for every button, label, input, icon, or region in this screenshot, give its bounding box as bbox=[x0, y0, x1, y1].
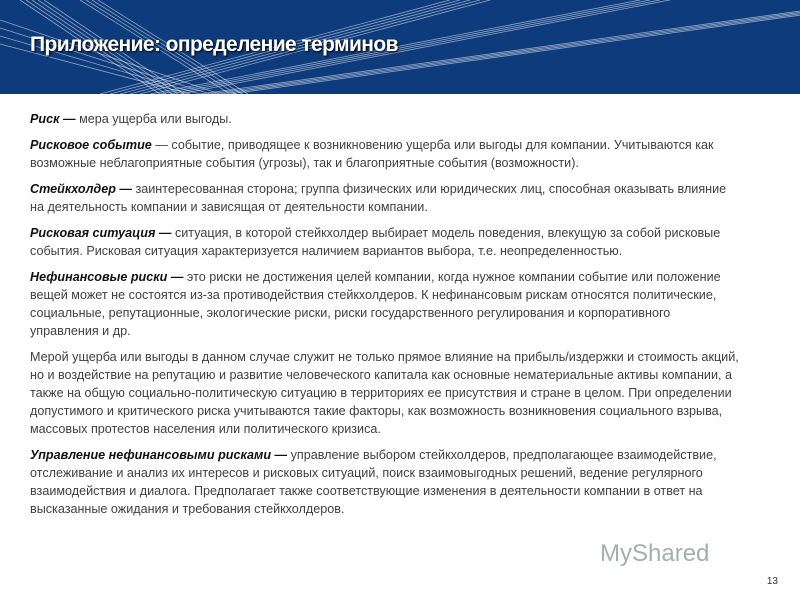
definition-text: — событие, приводящее к возникновению ущерба или выгоды для компании. Учитываются как возможные неблагоприятные события (угрозы), так и благоприятные события (возможности). bbox=[30, 138, 714, 170]
slide-header bbox=[0, 0, 800, 94]
paragraph-text: Мерой ущерба или выгоды в данном случае служит не только прямое влияние на прибыль/издержки и стоимость акций, но и воздействие на репутацию и развитие человеческого капитала как основные нематериальные активы компании, а также на общую социально-политическую ситуацию в территориях ее присутствия и стране в целом. При определении допустимого и критического риска учитываются такие факторы, как возможность возникновения социального взрыва, массовых протестов населения или политического кризиса. bbox=[30, 350, 739, 436]
definition-stakeholder bbox=[30, 180, 740, 216]
definition-nonfinancial-risks bbox=[30, 268, 740, 340]
term: Стейкхолдер — bbox=[30, 182, 132, 196]
definitions-list bbox=[30, 110, 740, 526]
definition-nonfinancial-risk-management bbox=[30, 446, 740, 518]
term: Нефинансовые риски — bbox=[30, 270, 184, 284]
paragraph-measure bbox=[30, 348, 740, 438]
term: Управление нефинансовыми рисками — bbox=[30, 448, 288, 462]
definition-risk bbox=[30, 110, 740, 128]
definition-text: мера ущерба или выгоды. bbox=[75, 112, 232, 126]
definition-text: это риски не достижения целей компании, когда нужное компании событие или положение вещей может не состоятся из-за противодействия стейкхолдеров. К нефинансовым рискам относятся политические, социальные, репутационные, экологические риски, риски государственного регулирования и корпоративного управления и др. bbox=[30, 270, 721, 338]
term: Риск — bbox=[30, 112, 76, 126]
definition-risk-situation bbox=[30, 224, 740, 260]
definition-risk-event bbox=[30, 136, 740, 172]
slide-title: Приложение: определение терминов bbox=[30, 33, 398, 56]
page-number: 13 bbox=[766, 576, 778, 587]
definition-text: заинтересованная сторона; группа физических или юридических лиц, способная оказывать влияние на деятельность компании и зависящая от деятельности компании. bbox=[30, 182, 727, 214]
definition-text: ситуация, в которой стейкхолдер выбирает модель поведения, влекущую за собой рисковые события. Рисковая ситуация характеризуется наличием вариантов выбора, т.е. неопределенностью. bbox=[30, 226, 721, 258]
definition-text: управление выбором стейкхолдеров, предполагающее взаимодействие, отслеживание и анализ их интересов и рисковых ситуаций, поиск взаимовыгодных решений, ведение регулярного взаимодействия и диалога. Предполагает также соответствующие изменения в деятельности компании в ответ на высказанные ожидания и требования стейкхолдеров. bbox=[30, 448, 717, 516]
term: Рисковое событие bbox=[30, 138, 152, 152]
term: Рисковая ситуация — bbox=[30, 226, 172, 240]
watermark-logo: MyShared bbox=[600, 540, 710, 567]
